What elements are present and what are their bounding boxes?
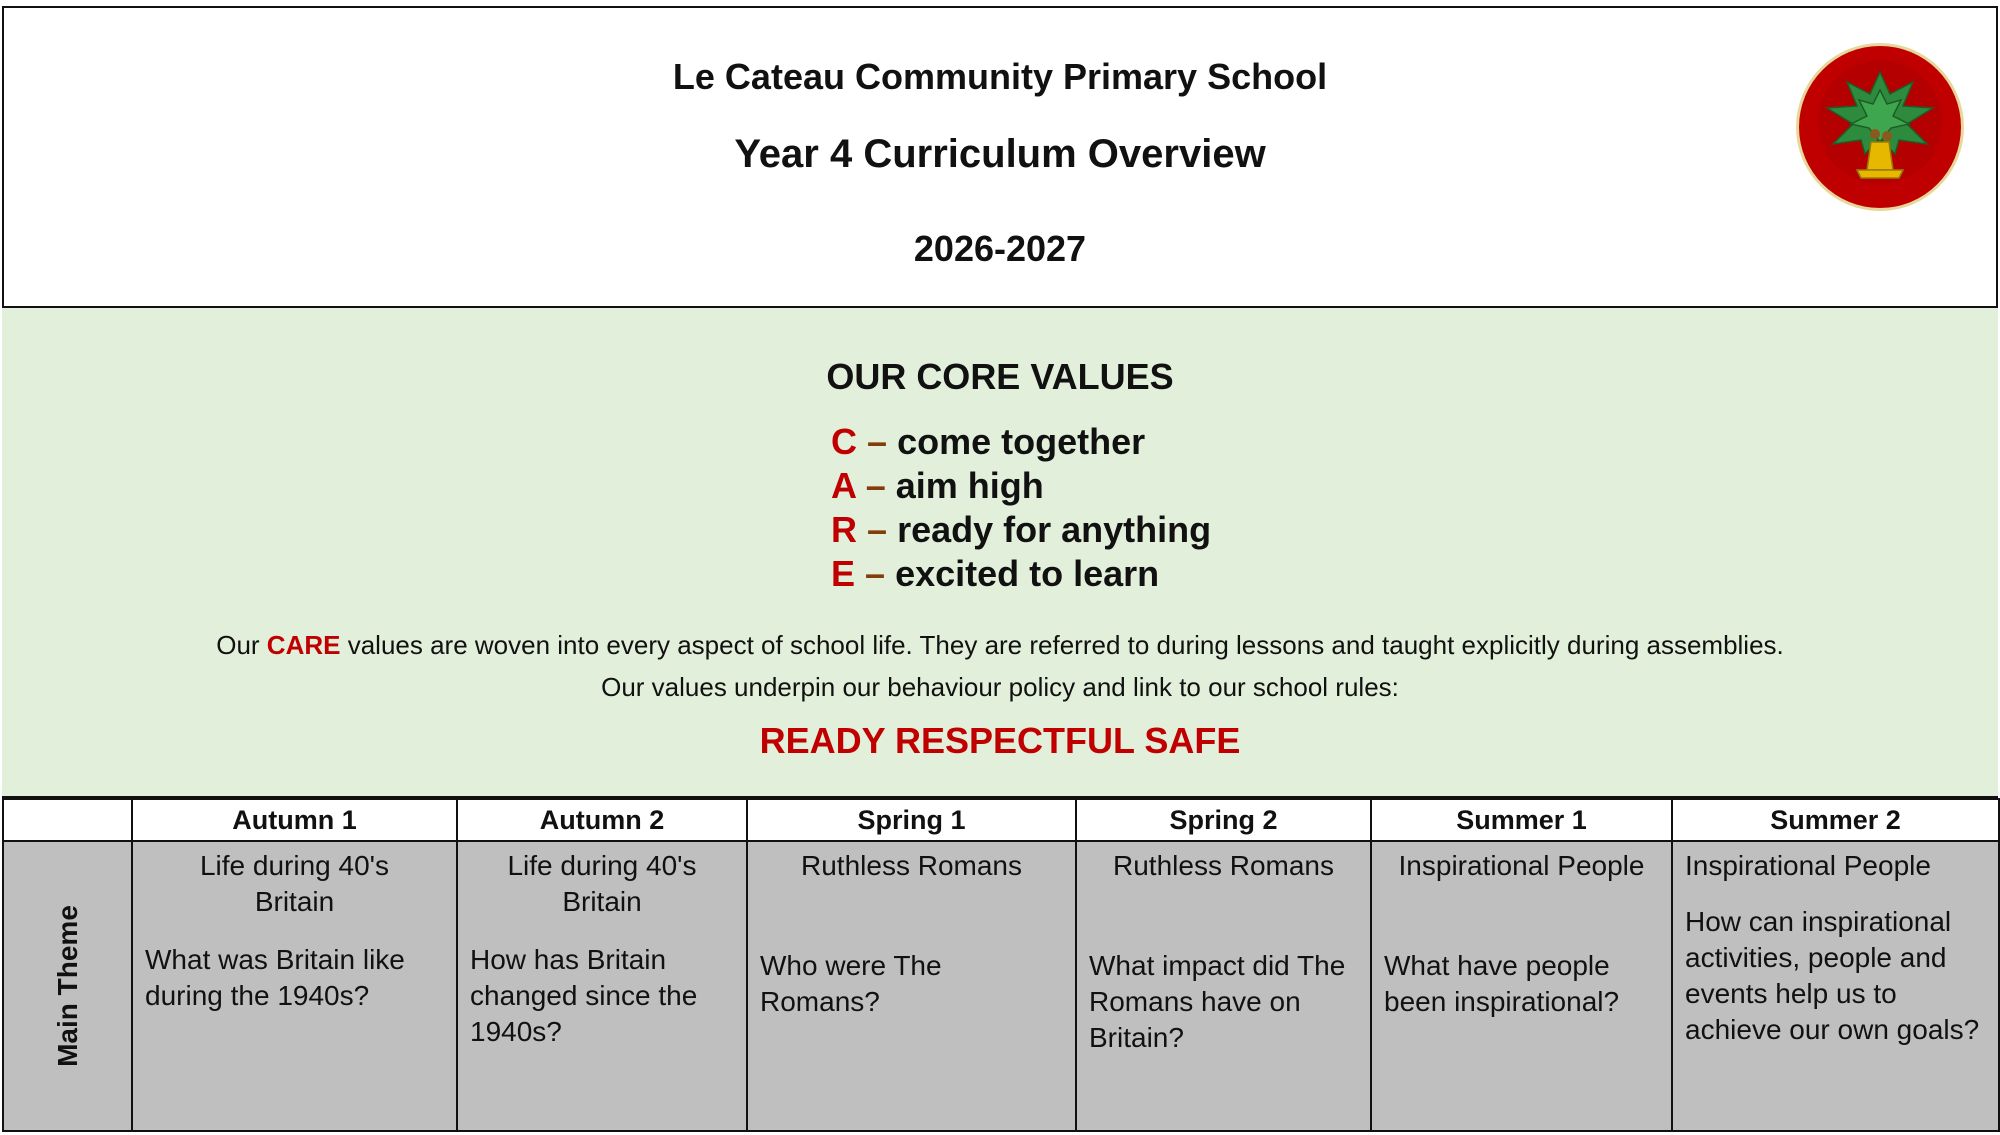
- care-value-c: [831, 420, 1211, 464]
- core-values-heading: OUR CORE VALUES: [826, 356, 1174, 397]
- column-header: Autumn 1: [132, 799, 457, 841]
- theme-question: What was Britain like during the 1940s?: [145, 944, 405, 1011]
- care-value-a: [831, 464, 1211, 508]
- care-dash: –: [867, 421, 888, 462]
- theme-question: How can inspirational activities, people and events help us to achieve our own goals?: [1685, 906, 1980, 1045]
- theme-title: Life during 40's Britain: [199, 850, 390, 917]
- core-values-section: [2, 308, 1998, 798]
- column-header: Summer 1: [1371, 799, 1672, 841]
- table-cell: [1076, 841, 1371, 1131]
- care-value-text: excited to learn: [895, 553, 1160, 594]
- care-letter: C: [831, 421, 857, 462]
- table-header-row: [3, 799, 1999, 841]
- theme-title: Life during 40's Britain: [507, 850, 697, 917]
- school-rules: READY RESPECTFUL SAFE: [759, 720, 1241, 761]
- school-name: Le Cateau Community Primary School: [672, 56, 1328, 97]
- care-dash: –: [867, 509, 888, 550]
- table-row: [3, 841, 1999, 1131]
- theme-title: Inspirational People: [1398, 850, 1645, 881]
- curriculum-table: [2, 798, 2000, 1132]
- care-dash: –: [865, 553, 886, 594]
- values-description-line-2: Our values underpin our behaviour policy and link to our school rules:: [601, 672, 1399, 702]
- page-title: Year 4 Curriculum Overview: [734, 132, 1266, 176]
- care-word: CARE: [266, 630, 341, 660]
- intro-rest: values are woven into every aspect of school life. They are referred to during lessons and taught explicitly during assemblies.: [347, 630, 1784, 660]
- row-label: Main Theme: [51, 905, 83, 1067]
- theme-question: How has Britain changed since the 1940s?: [470, 944, 698, 1047]
- care-letter: R: [831, 509, 857, 550]
- values-description: [2, 624, 1998, 708]
- document-header: [2, 6, 1998, 308]
- table-cell: [1672, 841, 1999, 1131]
- care-dash: –: [865, 465, 886, 506]
- table-cell: [747, 841, 1076, 1131]
- row-header: [3, 841, 132, 1131]
- theme-title: Inspirational People: [1685, 850, 1931, 881]
- academic-year: 2026-2027: [913, 228, 1087, 269]
- care-value-text: aim high: [895, 465, 1044, 506]
- intro-prefix: Our: [216, 630, 260, 660]
- care-value-text: ready for anything: [897, 509, 1212, 550]
- theme-question: What impact did The Romans have on Britain?: [1089, 950, 1346, 1053]
- table-cell: [457, 841, 747, 1131]
- column-header: Autumn 2: [457, 799, 747, 841]
- column-header: Spring 2: [1076, 799, 1371, 841]
- theme-title: Ruthless Romans: [1113, 850, 1334, 881]
- table-corner: [3, 799, 132, 841]
- column-header: Spring 1: [747, 799, 1076, 841]
- theme-question: What have people been inspirational?: [1384, 950, 1620, 1017]
- theme-question: Who were The Romans?: [760, 950, 942, 1017]
- care-value-e: [831, 552, 1211, 596]
- table-cell: [1371, 841, 1672, 1131]
- school-crest-icon: [1795, 42, 1965, 212]
- care-letter: E: [831, 553, 856, 594]
- care-value-r: [831, 508, 1211, 552]
- table-cell: [132, 841, 457, 1131]
- values-description-line-1: [2, 624, 1998, 666]
- care-letter: A: [831, 465, 856, 506]
- care-value-text: come together: [897, 421, 1146, 462]
- theme-title: Ruthless Romans: [801, 850, 1022, 881]
- column-header: Summer 2: [1672, 799, 1999, 841]
- care-values-list: [831, 420, 1211, 596]
